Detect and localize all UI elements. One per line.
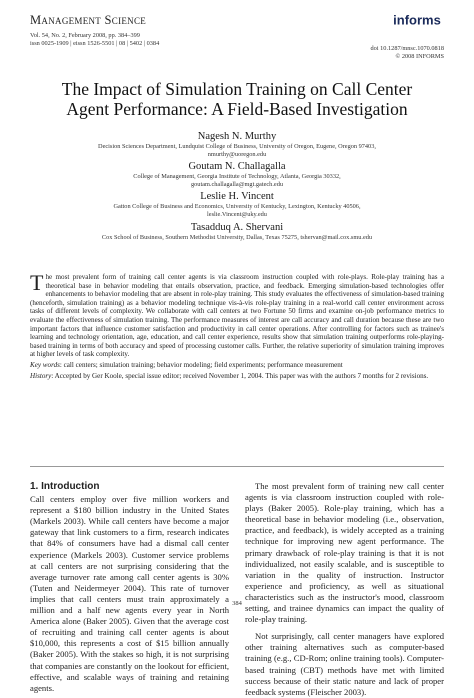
author-block [40, 131, 434, 158]
informs-logo-icon [390, 12, 444, 28]
journal-volume-info [30, 32, 159, 48]
history [30, 372, 444, 381]
journal-name: Management Science [30, 13, 147, 27]
body-column-right [245, 481, 444, 698]
title-line-1: The Impact of Simulation Training on Call Center [61, 79, 413, 99]
doi-block [371, 45, 444, 61]
author-affiliation: Decision Sciences Department, Lundquist College of Business, University of Oregon, Eugene, Oregon 97403, [98, 143, 376, 150]
issn-line: issn 0025-1909 | eissn 1526-5501 | 08 | 5402 | 0384 [30, 40, 160, 47]
copyright-line: © 2008 INFORMS [395, 53, 444, 60]
abstract [30, 270, 444, 380]
abstract-body [30, 270, 444, 359]
keywords-label: Key words [30, 360, 60, 369]
abstract-dropcap: T [30, 270, 44, 295]
keywords [30, 361, 444, 370]
logo-text: informs [393, 12, 441, 28]
author-affiliation: Gatton College of Business and Economics, University of Kentucky, Lexington, Kentucky 40506, [113, 203, 361, 211]
author-affiliation: College of Management, Georgia Institute of Technology, Atlanta, Georgia 30332, [133, 173, 341, 181]
paragraph: Not surprisingly, call center managers have explored other training alternatives such as computer-based training (e.g., CD-Rom; online training tools). Computer-based training (CBT) methods have met with limited success because of their static nature and lack of proper feedback systems (Fleischer 2003). [245, 631, 444, 697]
paper-title [30, 79, 444, 119]
author-name: Tasadduq A. Shervani [190, 221, 284, 233]
paragraph: The most prevalent form of training new call center agents is via classroom instruction coupled with role-plays (Baker 2005). Role-play training, which has a theoretical base in behavior modeling (i.e., observation, practice, and feedback), is widely accepted as a training technique for improving new agent performance. The primary drawback of role-play training is that it is not individualized, not easily scalable, and is susceptible to variation in the quality of instruction. Instructor experience and proficiency, as well as situational characteristics such as the instructor's mood, classroom setting, and trainee dynamics can impact the quality of role-play training. [245, 481, 444, 625]
title-line-2: Agent Performance: A Field-Based Investigation [66, 99, 408, 119]
volume-line: Vol. 54, No. 2, February 2008, pp. 384–399 [30, 32, 140, 39]
section-heading: 1. Introduction [30, 481, 100, 492]
abstract-text: he most prevalent form of training call center agents is via classroom instruction coupled with role-plays. Role-play training has a theoretical base in behavior modeling that entails observation, practice, and feedback. Emerging simulation-based technologies offer enhancements to behavior modeling that are absent in role-play training. This study evaluates the effectiveness of simulation-based training (henceforth, simulation training) as a behavior modeling technique vis-à-vis role-play training in a real-world call center environment across tasks of different levels of complexity. We collaborate with call centers at two Fortune 50 firms and examine on-job performance metrics to evaluate the effectiveness of simulation training. The performance measures of interest are call accuracy and call duration because these are two important factors that influence customer satisfaction and productivity in call center operations. After controlling for factors such as trainee's learning and technology orientation, age, education, and call center experience, results show that simulation training outperforms role-playing-based training in terms of both accuracy and speed of processing customer calls. Further, the relative superiority of simulation training improves at higher levels of task complexity. [30, 273, 444, 359]
author-block [40, 222, 434, 242]
author-block [40, 161, 434, 188]
author-affiliation: Cox School of Business, Southern Methodist University, Dallas, Texas 75275, tshervan@mail.cox.smu.edu [101, 233, 373, 241]
keywords-text: : call centers; simulation training; behavior modeling; field experiments; performance measurement [59, 360, 343, 369]
paragraph: Call centers employ over five million workers and represent a $180 billion industry in the United States (Markels 2003). While call centers have become a major gateway that link customers to a firm, research indicates that 84% of consumers have had a dismal call center experience (Markels 2003). Customer service problems at call centers are not surprising considering that the average turnover rate among call center agents is 30% (Tuten and Neidermeyer 2004). This rate of turnover implies that call centers must train approximately a million and a half new agents every year in North America alone (Baker 2005). Given that the average cost of recruiting and training call center agents is about $10,000, this represents a cost of $15 billion annually (Baker 2005). With the stakes so high, it is not surprising that companies are constantly on the lookout for efficient, effective, and scalable ways of training and retaining agents. [30, 494, 229, 693]
page-number: 384 [232, 600, 242, 607]
abstract-divider [30, 466, 444, 467]
author-block [40, 191, 434, 218]
author-email: leslie.Vincent@uky.edu [207, 210, 267, 218]
author-name: Leslie H. Vincent [200, 191, 274, 203]
body-column-left [30, 481, 229, 694]
author-email: nmurthy@uoregon.edu [207, 150, 267, 158]
author-list [40, 128, 434, 241]
history-text: : Accepted by Ger Koole, special issue editor; received November 1, 2004. This paper was with the authors 7 months for 2 revisions. [51, 371, 429, 380]
author-email: goutam.challagalla@mgt.gatech.edu [191, 180, 283, 188]
history-label: History [30, 371, 52, 380]
author-name: Nagesh N. Murthy [197, 131, 277, 142]
author-name: Goutam N. Challagalla [188, 161, 286, 173]
doi-line: doi 10.1287/mnsc.1070.0818 [370, 45, 444, 52]
